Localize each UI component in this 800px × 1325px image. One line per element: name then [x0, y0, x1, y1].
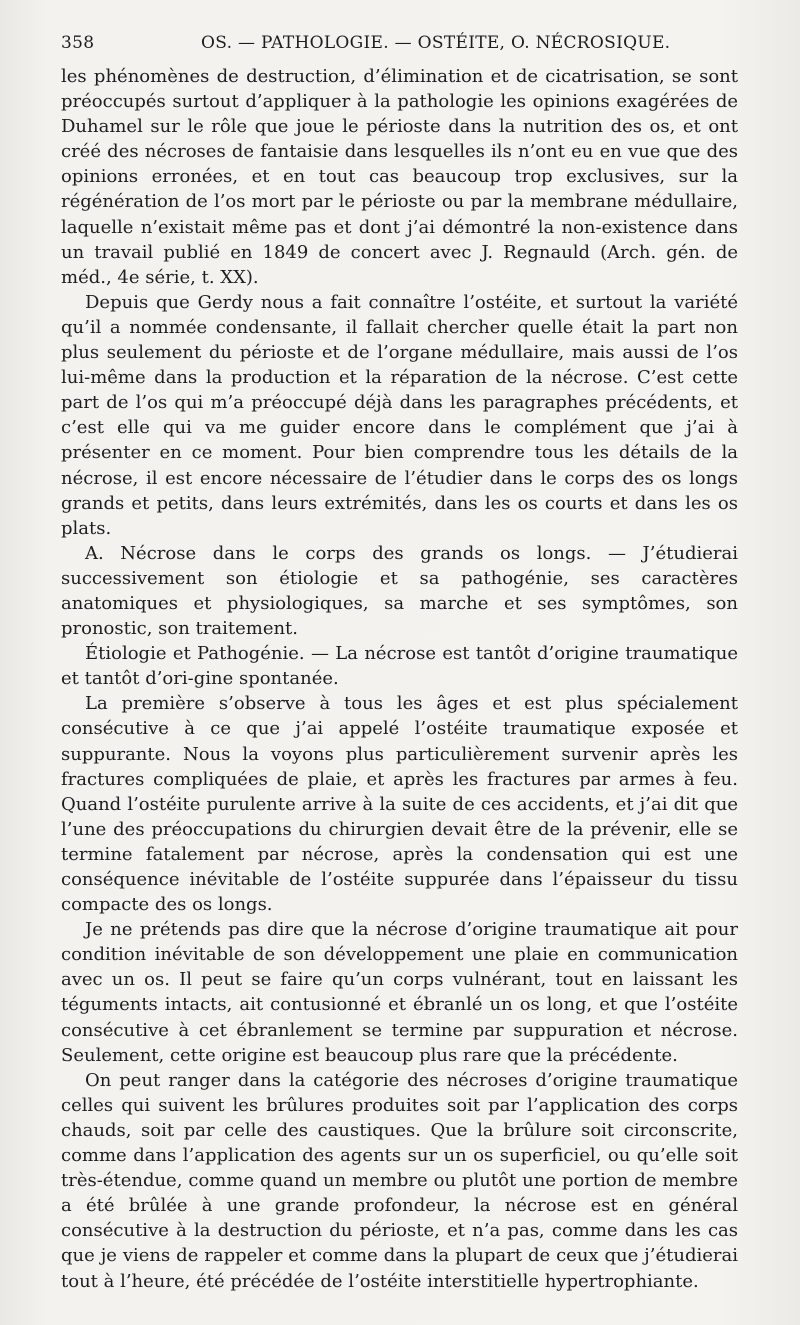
paragraph-2: Depuis que Gerdy nous a fait connaître l’ostéite, et surtout la variété qu’il a nommée condensante, il fallait chercher quelle était la part non plus seulement du périoste et de l’organe médullaire, mais aussi de l’os lui-même dans la production et la réparation de la nécrose. C’est cette part de l’os qui m’a préoccupé déjà dans les paragraphes précédents, et c’est elle qui va me guider encore dans le complément que j’ai à présenter en ce moment. Pour bien comprendre tous les détails de la nécrose, il est encore nécessaire de l’étudier dans le corps des os longs grands et petits, dans leurs extrémités, dans les os courts et dans les os plats. — [61, 291, 738, 539]
paragraph-3-section-heading: A. Nécrose dans le corps des grands os longs. — J’étudierai successivement son étiologie et sa pathogénie, ses caractères anatomiques et physiologiques, sa marche et ses symptômes, son pronostic, son traitement. — [61, 542, 738, 640]
page-header — [61, 33, 738, 59]
body-text — [61, 64, 738, 1294]
paragraph-7: On peut ranger dans la catégorie des nécroses d’origine traumatique celles qui suivent les brûlures produites soit par l’application des corps chauds, soit par celle des caustiques. Que la brûlure soit circonscrite, comme dans l’application des agents sur un os superficiel, ou qu’elle soit très-étendue, comme quand un membre ou plutôt une portion de membre a été brûlée à une grande profondeur, la nécrose est en général consécutive à la destruction du périoste, et n’a pas, comme dans les cas que je viens de rappeler et comme dans la plupart de ceux que j’étudierai tout à l’heure, été précédée de l’ostéite interstitielle hypertrophiante. — [61, 1069, 738, 1292]
paragraph-4-subheading: Étiologie et Pathogénie. — La nécrose est tantôt d’origine traumatique et tantôt d’ori-gine spontanée. — [61, 643, 738, 690]
paragraph-5: La première s’observe à tous les âges et est plus spécialement consécutive à ce que j’ai appelé l’ostéite traumatique exposée et suppurante. Nous la voyons plus particulièrement survenir après les fractures compliquées de plaie, et après les fractures par armes à feu. Quand l’ostéite purulente arrive à la suite de ces accidents, et j’ai dit que l’une des préoccupations du chirurgien devait être de la prévenir, elle se termine fatalement par nécrose, après la condensation qui est une conséquence inévitable de l’ostéite suppurée dans l’épaisseur du tissu compacte des os longs. — [61, 693, 738, 916]
running-title: OS. — PATHOLOGIE. — OSTÉITE, O. NÉCROSIQUE. — [201, 33, 671, 53]
paragraph-1: les phénomènes de destruction, d’élimination et de cicatrisation, se sont préoccupés surtout d’appliquer à la pathologie les opinions exagérées de Duhamel sur le rôle que joue le périoste dans la nutrition des os, et ont créé des nécroses de fantaisie dans lesquelles ils n’ont eu en vue que des opinions erronées, et en tout cas beaucoup trop exclusives, sur la régénération de l’os mort par le périoste ou par la membrane médullaire, laquelle n’existait même pas et dont j’ai démontré la non-existence dans un travail publié en 1849 de concert avec J. Regnauld (Arch. gén. de méd., 4e série, t. XX). — [61, 66, 738, 288]
page-number: 358 — [61, 33, 95, 53]
paragraph-6: Je ne prétends pas dire que la nécrose d’origine traumatique ait pour condition inévitable de son développement une plaie en communication avec un os. Il peut se faire qu’un corps vulnérant, tout en laissant les téguments intacts, ait contusionné et ébranlé un os long, et que l’ostéite consécutive à cet ébranlement se termine par suppuration et nécrose. Seulement, cette origine est beaucoup plus rare que la précédente. — [61, 919, 738, 1066]
